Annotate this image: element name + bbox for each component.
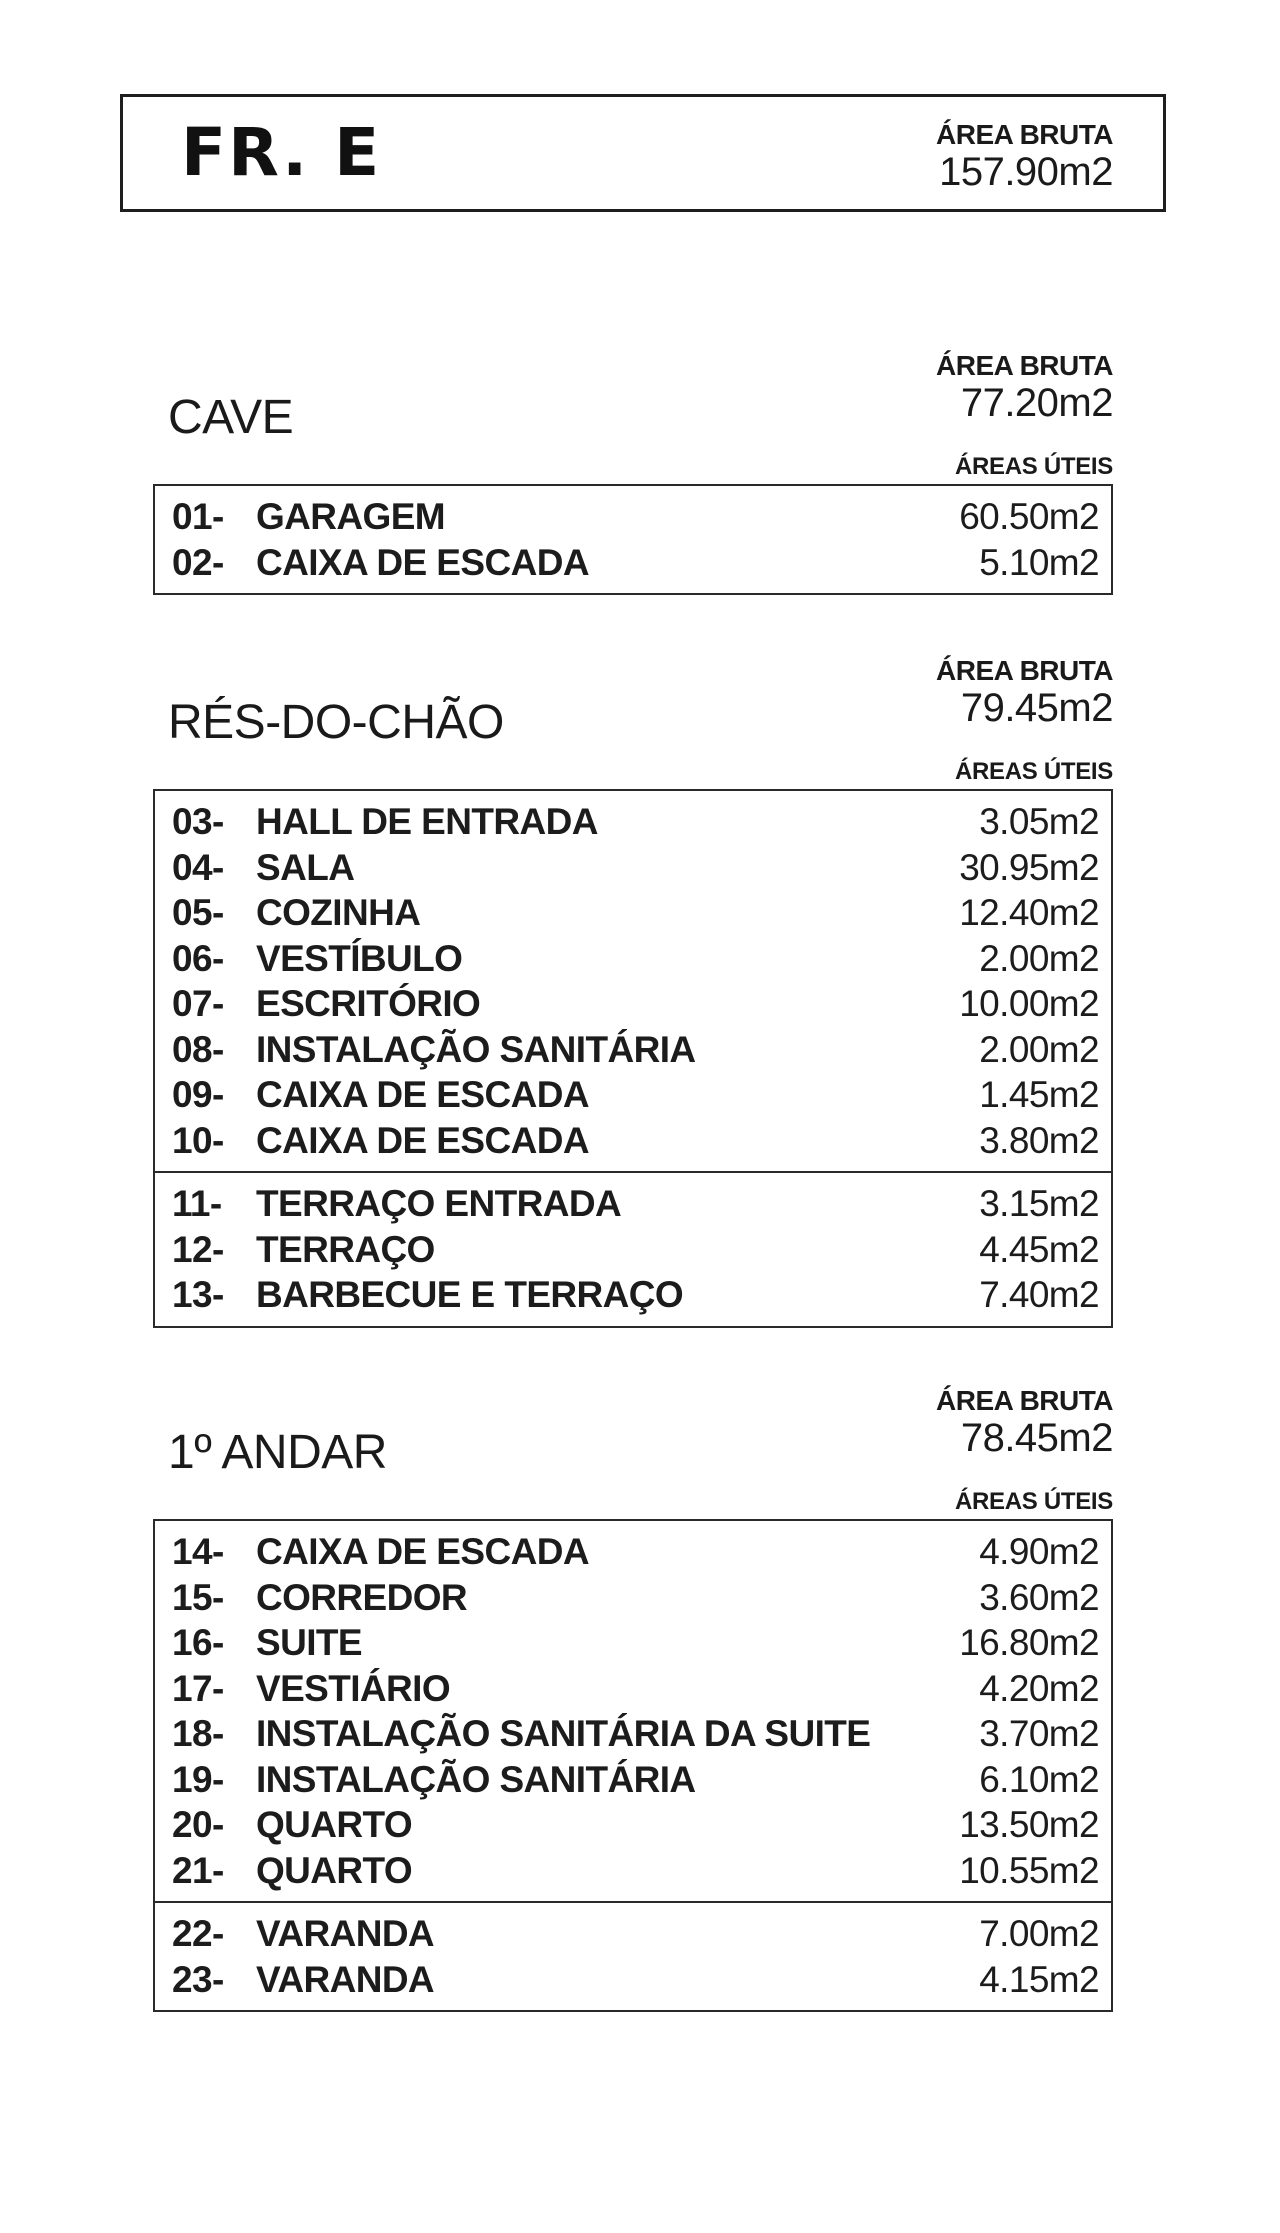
room-area: 3.80m2	[979, 1119, 1099, 1161]
room-number: 20-	[172, 1804, 224, 1845]
room-area: 10.00m2	[959, 983, 1099, 1024]
floor-title: CAVE	[168, 391, 294, 444]
room-number: 22-	[172, 1913, 224, 1954]
room-area: 4.45m2	[979, 1228, 1099, 1270]
gross-area-label: ÁREA BRUTA	[936, 119, 1113, 150]
room-row	[172, 845, 1099, 891]
room-row	[172, 494, 1099, 540]
room-area: 3.05m2	[979, 801, 1099, 842]
gross-area-label: ÁREA BRUTA	[936, 1385, 1113, 1416]
gross-area-label: ÁREA BRUTA	[936, 350, 1113, 381]
fraction-title: FR. E	[181, 114, 382, 191]
floor-gross-area	[936, 1385, 1113, 1459]
room-area: 3.70m2	[979, 1713, 1099, 1754]
room-row	[172, 1529, 1099, 1575]
room-number: 21-	[172, 1849, 224, 1891]
room-area: 5.10m2	[979, 541, 1099, 583]
room-name: BARBECUE E TERRAÇO	[256, 1274, 684, 1315]
rooms-table	[153, 484, 1113, 595]
useful-areas-label: ÁREAS ÚTEIS	[954, 758, 1113, 785]
room-area: 2.00m2	[979, 937, 1099, 979]
room-row	[172, 1666, 1099, 1712]
room-row	[172, 1957, 1099, 2003]
room-row	[172, 1757, 1099, 1803]
room-number: 08-	[172, 1028, 224, 1070]
room-number: 09-	[172, 1074, 224, 1115]
floor-title: 1º ANDAR	[168, 1426, 387, 1479]
room-row	[172, 1118, 1099, 1164]
room-area: 30.95m2	[959, 846, 1099, 888]
room-number: 04-	[172, 846, 224, 888]
room-name: SALA	[256, 846, 355, 888]
room-name: QUARTO	[256, 1804, 413, 1845]
room-row	[172, 1575, 1099, 1621]
fraction-header	[120, 94, 1166, 212]
room-row	[172, 1711, 1099, 1757]
room-row	[172, 936, 1099, 982]
room-name: COZINHA	[256, 892, 421, 933]
floor-gross-area	[936, 350, 1113, 424]
rooms-group	[155, 1901, 1111, 2010]
room-number: 23-	[172, 1958, 224, 2000]
room-area: 1.45m2	[979, 1074, 1099, 1115]
useful-areas-label: ÁREAS ÚTEIS	[954, 453, 1113, 480]
room-number: 01-	[172, 496, 224, 537]
room-name: TERRAÇO ENTRADA	[256, 1183, 622, 1224]
gross-area-value: 157.90m2	[939, 150, 1113, 194]
room-area: 13.50m2	[959, 1804, 1099, 1845]
rooms-table	[153, 1519, 1113, 2012]
room-name: ESCRITÓRIO	[256, 983, 481, 1024]
gross-area-value: 79.45m2	[960, 686, 1113, 730]
room-row	[172, 540, 1099, 586]
useful-areas-label: ÁREAS ÚTEIS	[954, 1488, 1113, 1515]
gross-area-value: 77.20m2	[960, 381, 1113, 425]
room-name: CAIXA DE ESCADA	[256, 1074, 589, 1115]
room-number: 03-	[172, 801, 224, 842]
room-area: 4.90m2	[979, 1531, 1099, 1572]
room-area: 3.15m2	[979, 1183, 1099, 1224]
room-area: 7.40m2	[979, 1274, 1099, 1315]
room-name: QUARTO	[256, 1849, 413, 1891]
room-number: 16-	[172, 1622, 224, 1663]
gross-area-value: 78.45m2	[960, 1416, 1113, 1460]
rooms-group	[155, 791, 1111, 1171]
room-row	[172, 890, 1099, 936]
room-row	[172, 799, 1099, 845]
room-row	[172, 1848, 1099, 1894]
room-row	[172, 1802, 1099, 1848]
room-number: 06-	[172, 937, 224, 979]
room-name: VESTIÁRIO	[256, 1667, 451, 1709]
room-number: 05-	[172, 892, 224, 933]
room-row	[172, 1911, 1099, 1957]
room-row	[172, 1072, 1099, 1118]
room-number: 15-	[172, 1576, 224, 1618]
rooms-table	[153, 789, 1113, 1328]
room-number: 07-	[172, 983, 224, 1024]
room-area: 60.50m2	[959, 496, 1099, 537]
room-area: 16.80m2	[959, 1622, 1099, 1663]
gross-area-label: ÁREA BRUTA	[936, 655, 1113, 686]
room-area: 12.40m2	[959, 892, 1099, 933]
room-name: VESTÍBULO	[256, 937, 463, 979]
fraction-gross-area	[936, 119, 1113, 193]
room-row	[172, 981, 1099, 1027]
room-name: VARANDA	[256, 1913, 435, 1954]
room-number: 13-	[172, 1274, 224, 1315]
room-number: 02-	[172, 541, 224, 583]
room-area: 6.10m2	[979, 1758, 1099, 1800]
room-number: 18-	[172, 1713, 224, 1754]
rooms-group	[155, 1521, 1111, 1901]
room-number: 14-	[172, 1531, 224, 1572]
room-row	[172, 1620, 1099, 1666]
room-row	[172, 1227, 1099, 1273]
room-name: INSTALAÇÃO SANITÁRIA	[256, 1028, 696, 1070]
floor-title: RÉS-DO-CHÃO	[168, 696, 504, 749]
room-name: GARAGEM	[256, 496, 446, 537]
room-name: CORREDOR	[256, 1576, 468, 1618]
room-name: CAIXA DE ESCADA	[256, 541, 589, 583]
room-area: 10.55m2	[959, 1849, 1099, 1891]
room-row	[172, 1027, 1099, 1073]
room-number: 17-	[172, 1667, 224, 1709]
room-row	[172, 1181, 1099, 1227]
room-row	[172, 1272, 1099, 1318]
room-number: 11-	[172, 1183, 222, 1224]
room-name: HALL DE ENTRADA	[256, 801, 598, 842]
room-name: VARANDA	[256, 1958, 435, 2000]
room-name: INSTALAÇÃO SANITÁRIA	[256, 1758, 696, 1800]
room-number: 19-	[172, 1758, 224, 1800]
rooms-group	[155, 486, 1111, 593]
rooms-group	[155, 1171, 1111, 1326]
room-number: 12-	[172, 1228, 224, 1270]
room-name: INSTALAÇÃO SANITÁRIA DA SUITE	[256, 1713, 871, 1754]
room-name: SUITE	[256, 1622, 362, 1663]
room-area: 3.60m2	[979, 1576, 1099, 1618]
room-area: 4.20m2	[979, 1667, 1099, 1709]
room-name: TERRAÇO	[256, 1228, 435, 1270]
room-name: CAIXA DE ESCADA	[256, 1119, 589, 1161]
room-area: 7.00m2	[979, 1913, 1099, 1954]
room-number: 10-	[172, 1119, 224, 1161]
floor-gross-area	[936, 655, 1113, 729]
room-area: 2.00m2	[979, 1028, 1099, 1070]
room-area: 4.15m2	[979, 1958, 1099, 2000]
room-name: CAIXA DE ESCADA	[256, 1531, 589, 1572]
